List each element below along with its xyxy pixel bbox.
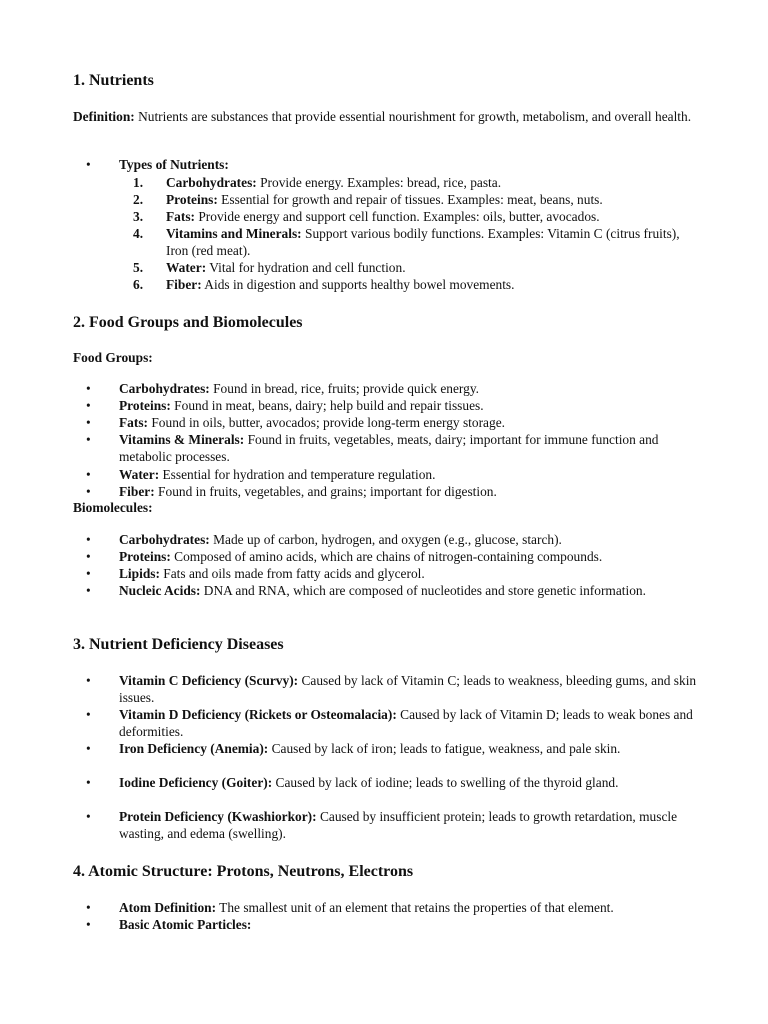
definition-label: Definition: <box>73 109 135 124</box>
item-description: Found in fruits, vegetables, meats, dairy; important for immune function and metabolic processes. <box>119 432 659 464</box>
item-description: Found in oils, butter, avocados; provide long-term energy storage. <box>148 415 505 430</box>
list-item-text <box>166 174 686 191</box>
item-description: Aids in digestion and supports healthy bowel movements. <box>201 277 515 292</box>
item-label: Vitamins and Minerals: <box>166 226 302 241</box>
list-item-text <box>119 531 697 548</box>
list-number: 1. <box>133 175 144 190</box>
list-item-text <box>119 774 697 791</box>
list-item-text <box>119 565 697 582</box>
list-item-text <box>119 916 697 933</box>
item-description: Found in fruits, vegetables, and grains; important for digestion. <box>154 484 497 499</box>
item-description: Found in bread, rice, fruits; provide quick energy. <box>209 381 479 396</box>
bullet: • <box>86 398 91 413</box>
item-description: Vital for hydration and cell function. <box>206 260 406 275</box>
item-description: Found in meat, beans, dairy; help build and repair tissues. <box>170 398 484 413</box>
section-heading-deficiency-diseases: 3. Nutrient Deficiency Diseases <box>73 636 284 653</box>
bullet: • <box>86 432 91 447</box>
list-item-text <box>119 466 697 483</box>
list-item-text <box>119 483 697 500</box>
item-label: Proteins: <box>119 549 171 564</box>
item-description: Caused by lack of Vitamin D; leads to weak bones and deformities. <box>119 707 693 739</box>
item-label: Carbohydrates: <box>119 381 210 396</box>
item-label: Fiber: <box>166 277 202 292</box>
list-item-text <box>119 808 697 842</box>
bullet: • <box>86 566 91 581</box>
item-description: Fats and oils made from fatty acids and glycerol. <box>159 566 425 581</box>
list-item-text <box>166 208 686 225</box>
item-label: Carbohydrates: <box>166 175 257 190</box>
section-heading-atomic-structure: 4. Atomic Structure: Protons, Neutrons, Electrons <box>73 863 414 880</box>
list-item-text <box>119 397 697 414</box>
list-item-text <box>119 706 697 740</box>
section-heading-nutrients: 1. Nutrients <box>73 72 154 89</box>
bullet: • <box>86 549 91 564</box>
item-label: Proteins: <box>166 192 218 207</box>
bullet: • <box>86 707 91 722</box>
item-label: Lipids: <box>119 566 160 581</box>
item-label: Basic Atomic Particles: <box>119 917 252 932</box>
item-description: Caused by lack of Vitamin C; leads to weakness, bleeding gums, and skin issues. <box>119 673 697 705</box>
list-item-text <box>119 414 697 431</box>
list-item-text <box>166 191 686 208</box>
types-of-nutrients-label: Types of Nutrients: <box>119 157 229 172</box>
list-item-text <box>166 276 686 293</box>
list-item-text <box>119 899 697 916</box>
item-description: Caused by insufficient protein; leads to growth retardation, muscle wasting, and edema (swelling). <box>119 809 678 841</box>
item-description: Provide energy and support cell function. Examples: oils, butter, avocados. <box>195 209 600 224</box>
bullet: • <box>86 775 91 790</box>
bullet: • <box>86 415 91 430</box>
list-item-text <box>166 225 686 259</box>
bullet: • <box>86 381 91 396</box>
bullet: • <box>86 157 91 172</box>
list-item-text <box>119 431 697 465</box>
item-label: Vitamins & Minerals: <box>119 432 245 447</box>
item-label: Water: <box>166 260 207 275</box>
item-label: Fiber: <box>119 484 155 499</box>
item-description: DNA and RNA, which are composed of nucleotides and store genetic information. <box>200 583 646 598</box>
bullet: • <box>86 467 91 482</box>
bullet: • <box>86 583 91 598</box>
list-item-text <box>166 259 686 276</box>
section-heading-food-groups: 2. Food Groups and Biomolecules <box>73 314 303 331</box>
bullet: • <box>86 532 91 547</box>
food-groups-label: Food Groups: <box>73 350 153 365</box>
item-description: Composed of amino acids, which are chains of nitrogen-containing compounds. <box>170 549 603 564</box>
list-number: 3. <box>133 209 144 224</box>
item-description: The smallest unit of an element that retains the properties of that element. <box>216 900 614 915</box>
item-label: Water: <box>119 467 160 482</box>
item-description: Caused by lack of iodine; leads to swelling of the thyroid gland. <box>272 775 619 790</box>
item-description: Essential for hydration and temperature regulation. <box>159 467 436 482</box>
item-label: Iron Deficiency (Anemia): <box>119 741 269 756</box>
item-label: Protein Deficiency (Kwashiorkor): <box>119 809 317 824</box>
list-number: 6. <box>133 277 144 292</box>
list-item-text <box>119 582 697 599</box>
bullet: • <box>86 917 91 932</box>
bullet: • <box>86 900 91 915</box>
bullet: • <box>86 673 91 688</box>
biomolecules-label: Biomolecules: <box>73 500 153 515</box>
item-description: Provide energy. Examples: bread, rice, pasta. <box>256 175 502 190</box>
definition-paragraph <box>73 108 703 125</box>
list-item-text <box>119 672 697 706</box>
item-description: Made up of carbon, hydrogen, and oxygen (e.g., glucose, starch). <box>209 532 562 547</box>
list-number: 4. <box>133 226 144 241</box>
item-label: Vitamin C Deficiency (Scurvy): <box>119 673 299 688</box>
item-label: Fats: <box>119 415 149 430</box>
bullet: • <box>86 484 91 499</box>
definition-text: Nutrients are substances that provide essential nourishment for growth, metabolism, and overall health. <box>134 109 692 124</box>
item-label: Iodine Deficiency (Goiter): <box>119 775 273 790</box>
item-label: Fats: <box>166 209 196 224</box>
list-number: 5. <box>133 260 144 275</box>
item-label: Vitamin D Deficiency (Rickets or Osteomalacia): <box>119 707 397 722</box>
item-label: Proteins: <box>119 398 171 413</box>
list-item-text <box>119 548 697 565</box>
item-label: Atom Definition: <box>119 900 217 915</box>
item-label: Carbohydrates: <box>119 532 210 547</box>
list-item-text <box>119 380 697 397</box>
bullet: • <box>86 809 91 824</box>
list-item-text <box>119 740 697 757</box>
item-description: Caused by lack of iron; leads to fatigue, weakness, and pale skin. <box>268 741 621 756</box>
list-number: 2. <box>133 192 144 207</box>
item-description: Support various bodily functions. Examples: Vitamin C (citrus fruits), Iron (red meat). <box>166 226 680 258</box>
item-description: Essential for growth and repair of tissues. Examples: meat, beans, nuts. <box>217 192 603 207</box>
item-label: Nucleic Acids: <box>119 583 201 598</box>
bullet: • <box>86 741 91 756</box>
